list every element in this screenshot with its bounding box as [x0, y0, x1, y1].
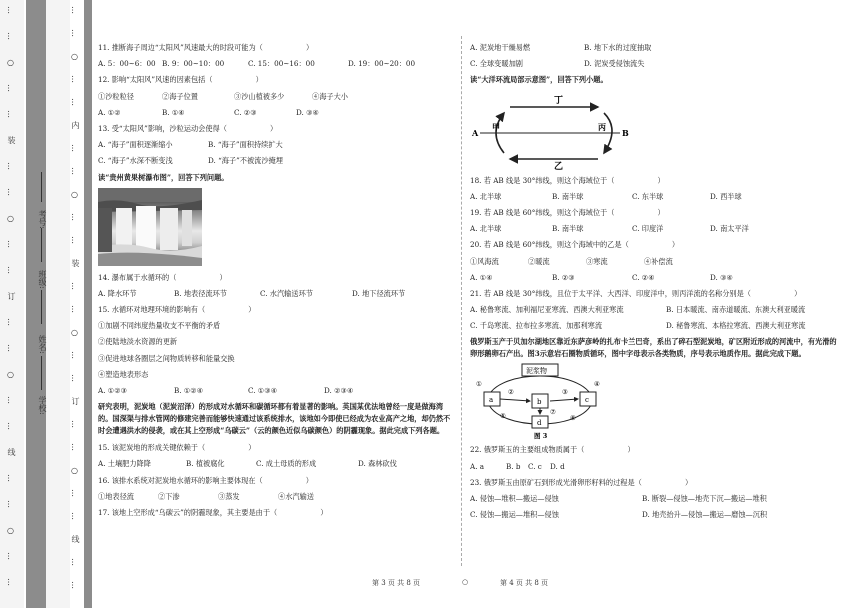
option: C. 水汽输送环节 [260, 288, 313, 298]
option: D. 泥炭受侵蚀流失 [584, 59, 645, 69]
binding-inner-char: … [70, 558, 79, 566]
option: D. ③④ [710, 272, 733, 282]
option: B. 地表径流环节 [174, 288, 227, 298]
ocean-current-diagram [470, 91, 630, 171]
name-underline [41, 290, 42, 324]
option: D. ②③④ [324, 386, 354, 395]
option: B. “海子”面积持续扩大 [208, 140, 283, 150]
option: D. 南太平洋 [710, 224, 749, 234]
item: ④补偿流 [644, 256, 673, 266]
option: D. “海子”不被流沙掩埋 [208, 156, 283, 166]
label-ding: 丁 [554, 95, 564, 106]
binding-inner-char: … [70, 305, 79, 313]
arrow-a-b [500, 399, 530, 401]
column-separator [461, 36, 462, 566]
binding-inner-char: … [70, 6, 79, 14]
binding-outer-char: … [6, 6, 15, 14]
option: A. 泥炭地干燥易燃 [470, 43, 531, 52]
option: B. 日本暖流、南赤道暖流、东澳大利亚暖流 [666, 305, 806, 315]
q13-options-2 [98, 153, 456, 169]
binding-inner-char: … [70, 236, 79, 244]
name-label: 姓名: [38, 335, 47, 354]
q17-options-2 [470, 56, 842, 72]
label-bing: 丙 [598, 121, 606, 132]
option: D. 地壳抬升—侵蚀—搬运—磨蚀—沉积 [642, 510, 768, 520]
option: C. 15：00~16：00 [248, 59, 315, 69]
option: B. ①④ [162, 107, 185, 117]
binding-outer-char: 线 [7, 448, 16, 456]
binding-outer-char: … [6, 578, 15, 586]
binding-outer-char: … [6, 110, 15, 118]
q18: 18. 若 AB 线是 30°纬线，则这个海域位于（ ） [470, 175, 665, 185]
option: A. 秘鲁寒流、加利福尼亚寒流、西澳大利亚寒流 [470, 305, 624, 315]
binding-inner-char: … [70, 144, 79, 152]
item: ①风海流 [470, 256, 499, 266]
binding-outer-char: 订 [7, 292, 16, 300]
q13-options-1 [98, 137, 456, 153]
option: D. 森林砍伐 [358, 459, 397, 469]
num-6: ⑥ [570, 414, 576, 423]
q15a-item: ④塑造地表形态 [98, 369, 149, 379]
binding-inner-char: … [70, 98, 79, 106]
option: A. ①④ [470, 272, 493, 282]
option: D. d [550, 461, 565, 471]
item: ④海子大小 [312, 91, 348, 101]
binding-outer-char: … [6, 32, 15, 40]
q14: 14. 瀑布属于水循环的（ ） [98, 272, 227, 282]
q20: 20. 若 AB 线是 60°纬线，则这个海域中的乙是（ ） [470, 240, 680, 250]
q12-answers [98, 105, 456, 121]
class-label: 班级: [38, 270, 47, 289]
q15b: 15. 该泥炭地的形成关键依赖于（ ） [98, 443, 256, 453]
q21-options-2 [470, 318, 842, 334]
option: A. 5：00~6：00 [98, 59, 156, 69]
q15a-answers [98, 383, 456, 399]
binding-bar-right [84, 0, 92, 608]
option: A. 土壤肥力降降 [98, 459, 151, 469]
id-underline [41, 172, 42, 202]
item: ③蒸发 [218, 491, 240, 501]
q14-options [98, 286, 456, 302]
option: D. 秘鲁寒流、本格拉寒流、西澳大利亚寒流 [666, 321, 806, 331]
q18-options [470, 189, 842, 205]
q15a-item: ③促进地球各圈层之间物质转移和能量交换 [98, 353, 235, 363]
option: B. ①②④ [174, 386, 204, 395]
option: B. ②③ [552, 272, 575, 282]
q13: 13. 受“太阳风”影响，沙粒运动会使得（ ） [98, 123, 278, 133]
label-b: B [622, 127, 629, 138]
arrow-b-c [550, 399, 578, 401]
item: ①沙粒粒径 [98, 91, 134, 101]
binding-outer-char: ○ [6, 370, 15, 379]
option: C. c [528, 461, 542, 471]
binding-outer-char: … [6, 240, 15, 248]
binding-outer-char: … [6, 396, 15, 404]
label-c-box: c [585, 396, 589, 405]
binding-outer-char: … [6, 344, 15, 352]
intro-jade: 俄罗斯玉产于贝加尔湖地区靠近东萨彦岭的扎布卡兰巴奇，系出了碎石型泥炭地，矿区附近形成的河流中，有光滑的卵形鹅卵石产出。图3示意岩石圈物质循环，图中字母表示各类物质，序号表示地质作用。据此完成下题。 [470, 337, 837, 359]
binding-inner-char: … [70, 420, 79, 428]
q16-items [98, 489, 456, 505]
item: ④水汽输送 [278, 491, 314, 501]
option: C. ②③ [234, 107, 257, 117]
option: A. ①②③ [98, 386, 128, 395]
intro-peat: 研究表明，泥炭地（泥炭沼泽）的形成对水循环和碳循环都有着显著的影响。英国某优法地曾经一度是做海湾的。国深渠与排水管网的修建完善而能够快速通过该系统排水，该地如今即使已经成为农业高产之地，却仍然不时会遭遇洪水的侵袭，或在其上空形成“乌碳云”（云的颜色近似乌碳颜色）的阴霾现象。据此完成下列各题。 [98, 402, 451, 436]
binding-outer-char: ○ [6, 526, 15, 535]
label-a: A [472, 127, 479, 138]
binding-outer-char: … [6, 188, 15, 196]
binding-inner-char: … [70, 512, 79, 520]
q12-items [98, 89, 456, 105]
label-d-box: d [537, 419, 542, 428]
item: ③寒流 [586, 256, 608, 266]
q12: 12. 影响“太阳风”风速的因素包括（ ） [98, 75, 263, 85]
option: B. b [506, 461, 521, 471]
binding-inner-char: … [70, 581, 79, 589]
q17-options-1 [470, 40, 842, 56]
waterfall-photo [98, 188, 202, 266]
binding-outer-char: ○ [6, 58, 15, 67]
q15a-item: ②使陆地淡水资源的更新 [98, 337, 178, 347]
binding-outer-char: … [6, 84, 15, 92]
intro-waterfall: 读“贵州黄果树瀑布图”，回答下列问题。 [98, 172, 229, 182]
binding-outer-char: … [6, 318, 15, 326]
binding-inner-char: … [70, 213, 79, 221]
binding-strip-inner [46, 0, 70, 608]
left-column [98, 40, 456, 521]
school-label: 学校: [38, 396, 47, 415]
q23-options-1 [470, 491, 842, 507]
item: ③沙山植被多少 [234, 91, 285, 101]
option: B. 断裂—侵蚀—地壳下沉—搬运—堆积 [642, 494, 767, 503]
q19-options [470, 221, 842, 237]
binding-outer-char: … [6, 266, 15, 274]
option: A. “海子”面积逐渐缩小 [98, 140, 173, 150]
q15b-options [98, 456, 456, 472]
box-magma-label: 泥浆物 [526, 367, 547, 376]
option: D. 地下径流环节 [352, 288, 406, 298]
option: D. ③④ [296, 107, 319, 117]
binding-inner-char: … [70, 374, 79, 382]
item: ①地表径流 [98, 491, 134, 501]
num-7: ⑦ [550, 408, 556, 417]
id-label: 考号: [38, 210, 47, 229]
num-1: ① [476, 380, 482, 389]
option: C. 全球变暖加剧 [470, 59, 523, 69]
option: C. 侵蚀—搬运—堆积—侵蚀 [470, 510, 559, 520]
option: B. 植被腐化 [186, 459, 225, 469]
q20-answers [470, 270, 842, 286]
q21: 21. 若 AB 线是 30°纬线，且位于太平洋、大西洋、印度洋中，则丙洋流的名称分别是（ ） [470, 288, 802, 298]
item: ②下渗 [158, 491, 180, 501]
binding-inner-char: 装 [71, 259, 80, 267]
right-column [470, 40, 842, 523]
option: C. ①③④ [248, 386, 278, 395]
binding-inner-char: 内 [71, 121, 80, 129]
option: A. 北半球 [470, 191, 502, 201]
q11-options [98, 56, 456, 72]
q20-items [470, 254, 842, 270]
label-a-box: a [489, 396, 494, 405]
page-footer-left: 第 3 页 共 8 页 [372, 579, 421, 587]
binding-inner-char: ○ [70, 190, 79, 199]
q16: 16. 该排水系统对泥炭地水循环的影响主要体现在（ ） [98, 475, 313, 485]
option: B. 南半球 [552, 224, 584, 234]
option: D. 西半球 [710, 191, 742, 201]
num-3: ③ [562, 388, 568, 397]
binding-outer-char: … [6, 552, 15, 560]
binding-bar-left [26, 0, 46, 608]
binding-outer-char: … [6, 422, 15, 430]
q23: 23. 俄罗斯玉由原矿石到形成光滑卵形籽料的过程是（ ） [470, 477, 693, 487]
binding-inner-char: ○ [70, 52, 79, 61]
rock-cycle-diagram [470, 362, 610, 440]
q23-options-2 [470, 507, 842, 523]
binding-outer-char: … [6, 162, 15, 170]
q15a: 15. 水循环对地理环境的影响有（ ） [98, 305, 256, 315]
binding-inner-char: 订 [71, 397, 80, 405]
option: A. 北半球 [470, 224, 502, 234]
binding-inner-char: … [70, 29, 79, 37]
binding-outer-char: … [6, 474, 15, 482]
option: B. 9：00~10：00 [162, 59, 225, 69]
label-b-box: b [537, 398, 542, 407]
q17: 17. 该地上空形成“乌碳云”的阴霾现象，其主要是由于（ ） [98, 507, 328, 517]
binding-inner-char: … [70, 351, 79, 359]
option: B. 地下水的过度抽取 [584, 43, 652, 52]
binding-inner-char: … [70, 167, 79, 175]
page-footer-center: ○ [462, 578, 469, 586]
option: B. 南半球 [552, 191, 584, 201]
option: C. “海子”水深不断变浅 [98, 156, 173, 166]
item: ②海子位置 [162, 91, 198, 101]
q22: 22. 俄罗斯玉的主要组成物质属于（ ） [470, 445, 635, 455]
binding-inner-char: … [70, 282, 79, 290]
binding-inner-char: … [70, 489, 79, 497]
option: A. ①② [98, 107, 121, 117]
q22-options [470, 459, 842, 475]
num-2: ② [508, 388, 514, 397]
option: C. 千岛寒流、拉布拉多寒流、加那利寒流 [470, 321, 603, 331]
q11: 11. 推断海子周边“太阳风”风速最大的时段可能为（ ） [98, 43, 314, 52]
binding-inner-char: ○ [70, 466, 79, 475]
option: C. ②④ [632, 272, 655, 282]
option: C. 印度洋 [632, 224, 664, 234]
num-4: ④ [594, 380, 600, 389]
item: ②暖流 [528, 256, 550, 266]
option: D. 19：00~20：00 [348, 59, 416, 69]
binding-inner-char: … [70, 75, 79, 83]
option: C. 成土母质的形成 [256, 459, 317, 469]
intro-ocean: 读“大洋环流局部示意图”，回答下列小题。 [470, 75, 608, 85]
q19: 19. 若 AB 线是 60°纬线，则这个海域位于（ ） [470, 207, 665, 217]
q21-options-1 [470, 302, 842, 318]
binding-inner-char: 线 [71, 535, 80, 543]
figure-caption: 图 3 [534, 432, 548, 441]
page-footer-right: 第 4 页 共 8 页 [500, 579, 549, 587]
num-5: ⑤ [500, 412, 506, 421]
option: C. 东半球 [632, 191, 664, 201]
label-jia: 甲 [492, 121, 500, 132]
binding-outer-char: … [6, 500, 15, 508]
option: A. a [470, 461, 485, 471]
class-underline [41, 228, 42, 262]
option: A. 降水环节 [98, 288, 137, 298]
school-underline [41, 356, 42, 390]
q15a-item: ①加剧不同纬度热量收支不平衡的矛盾 [98, 321, 221, 331]
binding-inner-char: ○ [70, 328, 79, 337]
binding-outer-char: ○ [6, 214, 15, 223]
label-yi: 乙 [554, 161, 564, 171]
binding-inner-char: … [70, 443, 79, 451]
binding-outer-char: 装 [7, 136, 16, 144]
option: A. 侵蚀—堆积—搬运—侵蚀 [470, 494, 559, 503]
